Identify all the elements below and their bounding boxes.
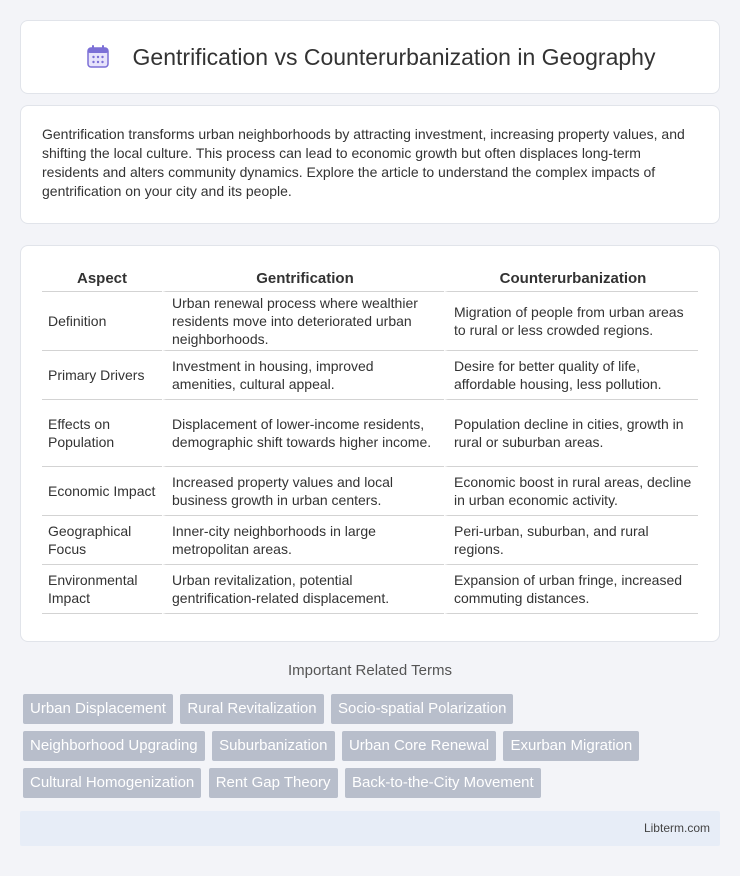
related-term-tag[interactable]: Urban Displacement (23, 694, 173, 724)
table-cell: Effects on Population (42, 400, 162, 467)
table-cell: Increased property values and local business growth in urban centers. (162, 467, 444, 516)
related-term-tag[interactable]: Rent Gap Theory (209, 768, 338, 798)
table-cell: Economic boost in rural areas, decline in urban economic activity. (444, 467, 698, 516)
column-header-counterurbanization: Counterurbanization (444, 266, 698, 292)
table-cell: Urban revitalization, potential gentrification-related displacement. (162, 565, 444, 614)
related-term-tag[interactable]: Urban Core Renewal (342, 731, 496, 761)
table-cell: Expansion of urban fringe, increased commuting distances. (444, 565, 698, 614)
table-cell: Urban renewal process where wealthier residents move into deteriorated urban neighborhoods. (162, 292, 444, 351)
calendar-icon (85, 44, 111, 70)
column-header-aspect: Aspect (42, 266, 162, 292)
related-term-tag[interactable]: Rural Revitalization (180, 694, 323, 724)
related-terms-list (23, 694, 713, 805)
intro-text: Gentrification transforms urban neighborhoods by attracting investment, increasing property values, and shifting the local culture. This process can lead to economic growth but often displaces long-term residents and alters community dynamics. Explore the article to understand the complex impacts of gentrification on your city and its people. (42, 126, 685, 199)
related-term-tag[interactable]: Exurban Migration (503, 731, 639, 761)
table-cell: Peri-urban, suburban, and rural regions. (444, 516, 698, 565)
table-header-row (42, 266, 698, 292)
table-row (42, 467, 698, 516)
table-row (42, 516, 698, 565)
table-row (42, 565, 698, 614)
table-row (42, 351, 698, 400)
footer-brand[interactable]: Libterm.com (643, 821, 710, 835)
column-header-gentrification: Gentrification (162, 266, 444, 292)
table-cell: Population decline in cities, growth in rural or suburban areas. (444, 400, 698, 467)
table-cell: Displacement of lower-income residents, demographic shift towards higher income. (162, 400, 444, 467)
comparison-table (42, 266, 698, 614)
table-row (42, 400, 698, 467)
footer (20, 811, 720, 846)
header-card (20, 20, 720, 94)
table-row (42, 292, 698, 351)
table-cell: Geographical Focus (42, 516, 162, 565)
related-terms-title: Important Related Terms (288, 662, 452, 679)
table-cell: Inner-city neighborhoods in large metropolitan areas. (162, 516, 444, 565)
table-cell: Desire for better quality of life, affordable housing, less pollution. (444, 351, 698, 400)
related-term-tag[interactable]: Suburbanization (212, 731, 334, 761)
table-cell: Definition (42, 292, 162, 351)
table-cell: Economic Impact (42, 467, 162, 516)
table-cell: Primary Drivers (42, 351, 162, 400)
related-term-tag[interactable]: Cultural Homogenization (23, 768, 201, 798)
table-cell: Investment in housing, improved amenities, cultural appeal. (162, 351, 444, 400)
comparison-card (20, 245, 720, 642)
related-term-tag[interactable]: Neighborhood Upgrading (23, 731, 205, 761)
related-term-tag[interactable]: Back-to-the-City Movement (345, 768, 541, 798)
intro-card (20, 105, 720, 224)
related-term-tag[interactable]: Socio-spatial Polarization (331, 694, 513, 724)
table-cell: Migration of people from urban areas to rural or less crowded regions. (444, 292, 698, 351)
page-title: Gentrification vs Counterurbanization in Geography (132, 43, 656, 70)
table-cell: Environmental Impact (42, 565, 162, 614)
